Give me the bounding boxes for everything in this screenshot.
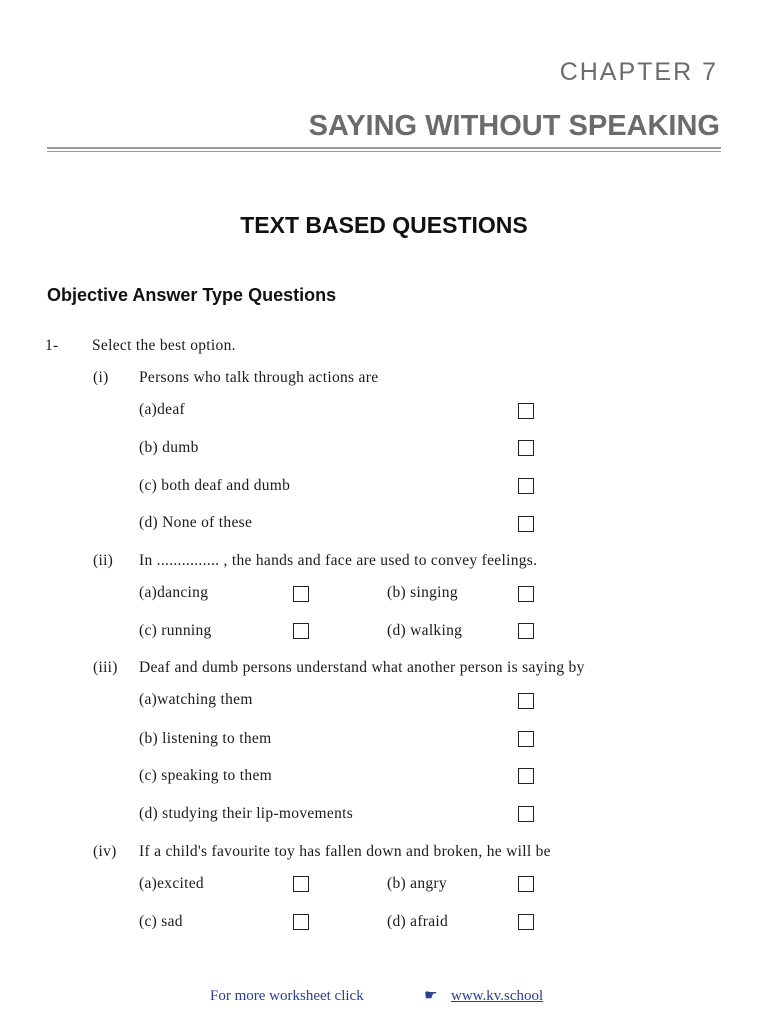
- option-label: (c) speaking to them: [139, 767, 272, 784]
- subsection-title: Objective Answer Type Questions: [47, 285, 337, 305]
- option-label: (a)watching them: [139, 691, 253, 708]
- option-checkbox[interactable]: [518, 440, 534, 456]
- part-label: (i): [93, 369, 109, 386]
- option-label: (b) listening to them: [139, 730, 272, 747]
- option-label: (a)deaf: [139, 401, 185, 418]
- option-label: (c) sad: [139, 913, 183, 930]
- option-checkbox[interactable]: [518, 586, 534, 602]
- part-question-text: Persons who talk through actions are: [139, 369, 379, 386]
- option-checkbox[interactable]: [293, 623, 309, 639]
- option-label: (a)excited: [139, 875, 204, 892]
- option-label: (c) both deaf and dumb: [139, 477, 291, 494]
- option-label: (b) angry: [387, 875, 447, 892]
- option-label: (d) afraid: [387, 913, 449, 930]
- option-label: (b) dumb: [139, 439, 199, 456]
- part-question-text: If a child's favourite toy has fallen down and broken, he will be: [139, 843, 551, 860]
- option-checkbox[interactable]: [518, 623, 534, 639]
- option-label: (d) None of these: [139, 514, 253, 531]
- option-checkbox[interactable]: [518, 806, 534, 822]
- part-label: (iv): [93, 843, 117, 860]
- part-question-text: Deaf and dumb persons understand what another person is saying by: [139, 659, 585, 676]
- question-number: 1-: [45, 337, 59, 354]
- option-label: (c) running: [139, 622, 212, 639]
- option-checkbox[interactable]: [293, 914, 309, 930]
- header-divider: [47, 147, 721, 149]
- option-checkbox[interactable]: [518, 693, 534, 709]
- part-label: (iii): [93, 659, 118, 676]
- question-instruction: Select the best option.: [92, 337, 236, 354]
- footer-text: For more worksheet click: [210, 988, 364, 1004]
- pointing-hand-icon: ☛: [424, 988, 438, 1004]
- option-label: (d) walking: [387, 622, 463, 639]
- option-label: (b) singing: [387, 584, 458, 601]
- option-checkbox[interactable]: [518, 731, 534, 747]
- part-label: (ii): [93, 552, 114, 569]
- chapter-title: SAYING WITHOUT SPEAKING: [308, 110, 720, 142]
- chapter-label: CHAPTER 7: [559, 58, 718, 86]
- option-label: (a)dancing: [139, 584, 209, 601]
- option-checkbox[interactable]: [293, 876, 309, 892]
- option-checkbox[interactable]: [518, 914, 534, 930]
- header-divider-thin: [47, 151, 721, 152]
- option-checkbox[interactable]: [518, 516, 534, 532]
- footer-link[interactable]: www.kv.school: [451, 988, 544, 1004]
- option-checkbox[interactable]: [518, 478, 534, 494]
- option-checkbox[interactable]: [293, 586, 309, 602]
- option-checkbox[interactable]: [518, 876, 534, 892]
- part-question-text: In ............... , the hands and face are used to convey feelings.: [139, 552, 538, 569]
- option-checkbox[interactable]: [518, 403, 534, 419]
- section-title: TEXT BASED QUESTIONS: [240, 212, 528, 238]
- option-checkbox[interactable]: [518, 768, 534, 784]
- option-label: (d) studying their lip-movements: [139, 805, 354, 822]
